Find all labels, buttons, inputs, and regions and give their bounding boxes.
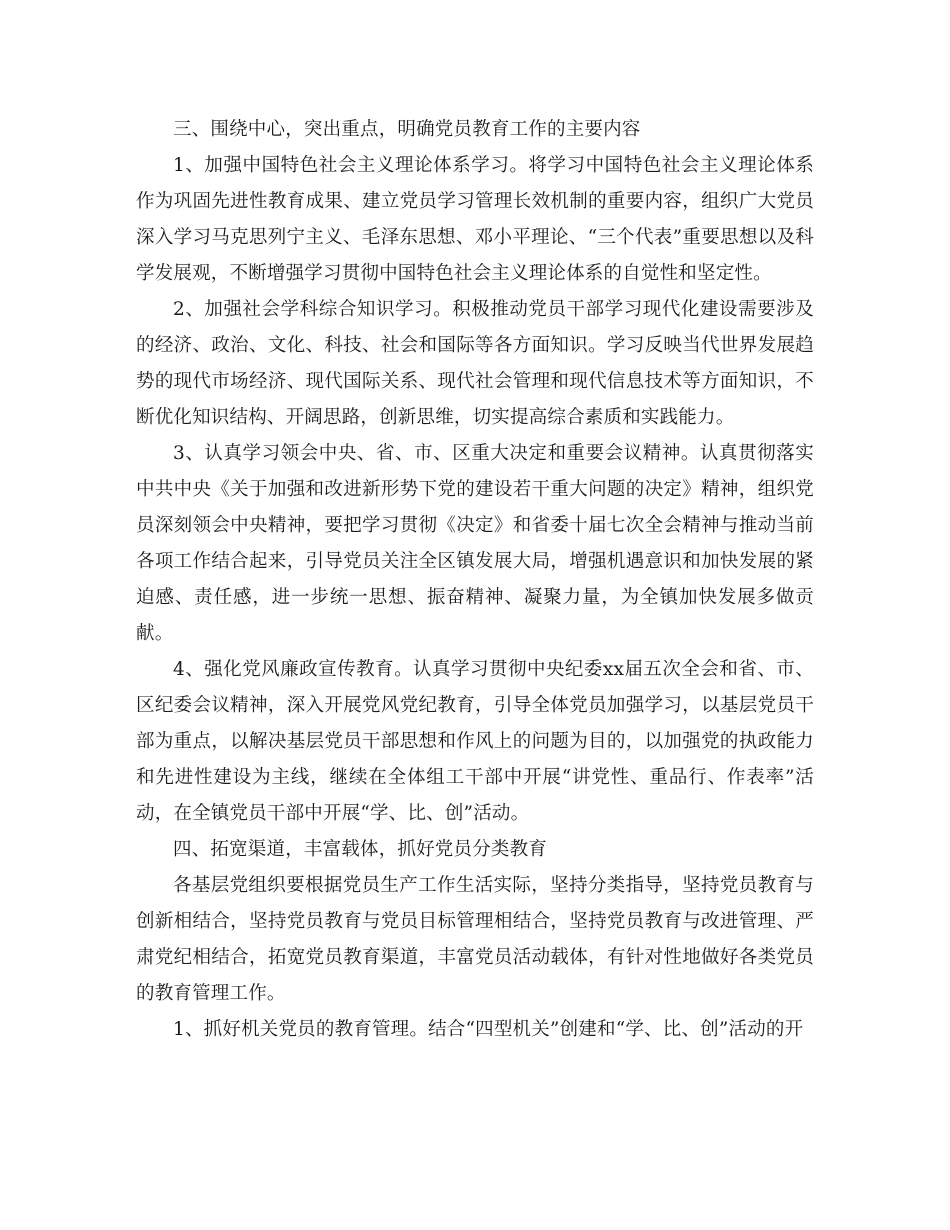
section-heading-three: 三、围绕中心，突出重点，明确党员教育工作的主要内容 xyxy=(173,119,641,140)
section-heading-four: 四、拓宽渠道，丰富载体，抓好党员分类教育 xyxy=(173,839,548,860)
paragraph-agency-members: 1、抓好机关党员的教育管理。结合“四型机关”创建和“学、比、创”活动的开 xyxy=(173,1019,804,1040)
document-body xyxy=(136,112,814,1048)
paragraph-meeting-spirit: 3、认真学习领会中央、省、市、区重大决定和重要会议精神。认真贯彻落实中共中央《关于加强和改进新形势下党的建设若干重大问题的决定》精神，组织党员深刻领会中央精神，要把学习贯彻《决定》和省委十届七次全会精神与推动当前各项工作结合起来，引导党员关注全区镇发展大局，增强机遇意识和加快发展的紧迫感、责任感，进一步统一思想、振奋精神、凝聚力量，为全镇加快发展多做贡献。 xyxy=(136,443,814,644)
paragraph-theory-study: 1、加强中国特色社会主义理论体系学习。将学习中国特色社会主义理论体系作为巩固先进性教育成果、建立党员学习管理长效机制的重要内容，组织广大党员深入学习马克思列宁主义、毛泽东思想、邓小平理论、“三个代表”重要思想以及科学发展观，不断增强学习贯彻中国特色社会主义理论体系的自觉性和坚定性。 xyxy=(136,155,814,284)
paragraph-integrity-education: 4、强化党风廉政宣传教育。认真学习贯彻中央纪委xx届五次全会和省、市、区纪委会议精神，深入开展党风党纪教育，引导全体党员加强学习，以基层党员干部为重点，以解决基层党员干部思想和作风上的问题为目的，以加强党的执政能力和先进性建设为主线，继续在全体组工干部中开展“讲党性、重品行、作表率”活动，在全镇党员干部中开展“学、比、创”活动。 xyxy=(136,659,814,824)
paragraph-social-science-study: 2、加强社会学科综合知识学习。积极推动党员干部学习现代化建设需要涉及的经济、政治、文化、科技、社会和国际等各方面知识。学习反映当代世界发展趋势的现代市场经济、现代国际关系、现代社会管理和现代信息技术等方面知识，不断优化知识结构、开阔思路，创新思维，切实提高综合素质和实践能力。 xyxy=(136,299,814,428)
paragraph-classified-education: 各基层党组织要根据党员生产工作生活实际，坚持分类指导，坚持党员教育与创新相结合，坚持党员教育与党员目标管理相结合，坚持党员教育与改进管理、严肃党纪相结合，拓宽党员教育渠道，丰富党员活动载体，有针对性地做好各类党员的教育管理工作。 xyxy=(136,875,814,1004)
